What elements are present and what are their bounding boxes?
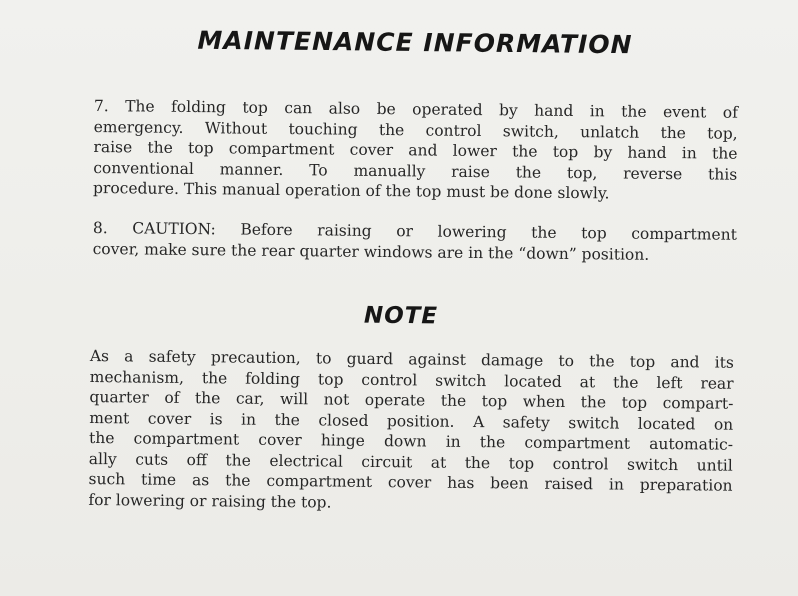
paragraph-item-8-caution [93, 218, 737, 266]
paragraph-line: As a safety precaution, to guard against damage to the top and its [89, 346, 734, 372]
paragraph-line: emergency. Without touching the control switch, unlatch the top, [93, 117, 738, 143]
paragraph-line: 8. CAUTION: Before raising or lowering the top compartment [92, 218, 737, 244]
note-heading: NOTE [363, 302, 439, 330]
paragraph-line: 7. The folding top can also be operated by hand in the event of [93, 96, 738, 122]
paragraph-line: ally cuts off the electrical circuit at the top control switch until [88, 449, 733, 475]
paragraph-line: procedure. This manual operation of the top must be done slowly. [92, 178, 610, 203]
note-paragraph [88, 346, 734, 517]
paragraph-line: conventional manner. To manually raise the top, reverse this [93, 158, 738, 184]
page-title: MAINTENANCE INFORMATION [197, 25, 633, 60]
paragraph-line: cover, make sure the rear quarter windows are in the “down” position. [92, 239, 650, 264]
paragraph-line: raise the top compartment cover and lower the top by hand in the [93, 137, 738, 163]
paragraph-line: such time as the compartment cover has been raised in preparation [88, 469, 733, 495]
paragraph-line: the compartment cover hinge down in the compartment automatic- [88, 428, 734, 454]
paragraph-line: quarter of the car, will not operate the top when the top compart- [89, 387, 734, 413]
paragraph-line: ment cover is in the closed position. A safety switch located on [89, 408, 734, 434]
paragraph-line: for lowering or raising the top. [88, 490, 332, 512]
paragraph-line: mechanism, the folding top control switch located at the left rear [89, 367, 734, 393]
paragraph-item-7 [93, 96, 738, 205]
